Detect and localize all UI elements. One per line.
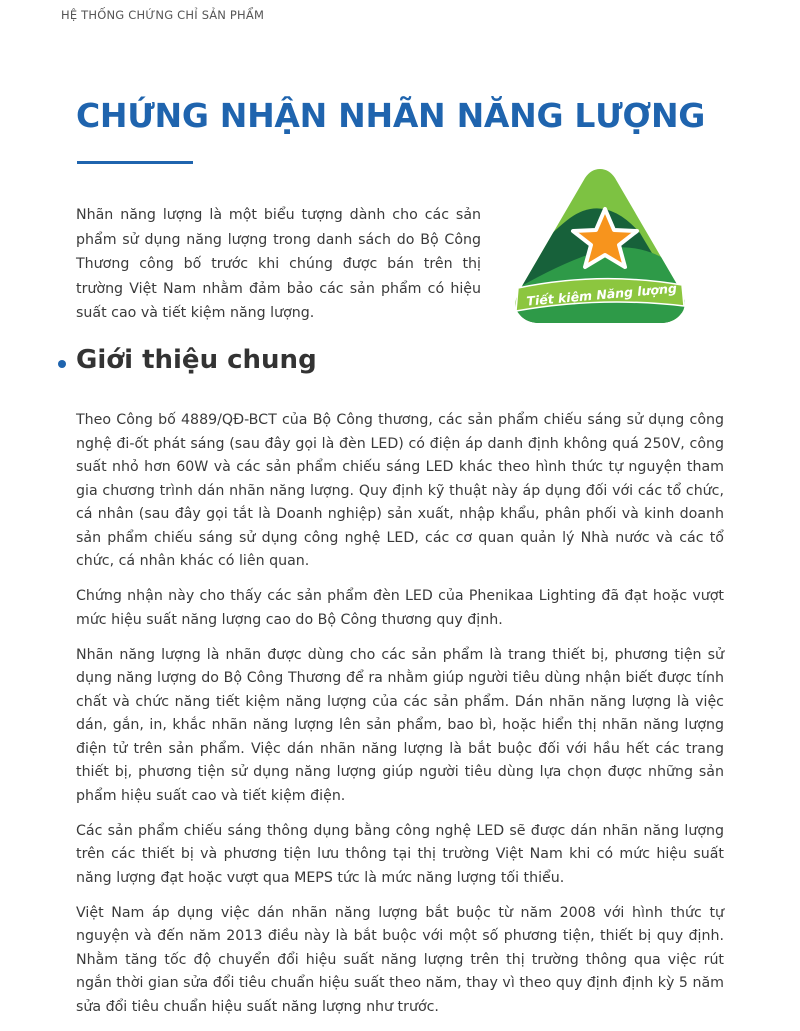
body-paragraph-1: Theo Công bố 4889/QĐ-BCT của Bộ Công thương, các sản phẩm chiếu sáng sử dụng công nghệ đi-ốt phát sáng (sau đây gọi là đèn LED) có điện áp danh định không quá 250V, công suất nhỏ hơn 60W và các sản phẩm chiếu sáng LED khác theo hình thức tự nguyện tham gia chương trình dán nhãn năng lượng. Quy định kỹ thuật này áp dụng đối với các tổ chức, cá nhân (sau đây gọi tắt là Doanh nghiệp) sản xuất, nhập khẩu, phân phối và kinh doanh sản phẩm chiếu sáng sử dụng công nghệ LED, các cơ quan quản lý Nhà nước và các tổ chức, cá nhân khác có liên quan. [76,412,724,569]
section-body [76,409,724,1031]
section-bullet [58,360,66,368]
energy-saving-star-icon [510,163,690,328]
energy-saving-label [510,163,690,328]
page-header: HỆ THỐNG CHỨNG CHỈ SẢN PHẨM [61,8,265,22]
body-paragraph-4: Các sản phẩm chiếu sáng thông dụng bằng công nghệ LED sẽ được dán nhãn năng lượng trên các thiết bị và phương tiện lưu thông tại thị trường Việt Nam khi có mức hiệu suất năng lượng đạt hoặc vượt qua MEPS tức là mức năng lượng tối thiểu. [76,822,724,886]
section-title: Giới thiệu chung [76,345,317,375]
body-paragraph-2: Chứng nhận này cho thấy các sản phẩm đèn LED của Phenikaa Lighting đã đạt hoặc vượt mức hiệu suất năng lượng cao do Bộ Công thương quy định. [76,588,724,628]
body-paragraph-3: Nhãn năng lượng là nhãn được dùng cho các sản phẩm là trang thiết bị, phương tiện sử dụng năng lượng do Bộ Công Thương để ra nhằm giúp người tiêu dùng nhận biết được tính chất và chức năng tiết kiệm năng lượng của các sản phẩm. Dán nhãn năng lượng là việc dán, gắn, in, khắc nhãn năng lượng lên sản phẩm, bao bì, hoặc hiển thị nhãn năng lượng điện tử trên sản phẩm. Việc dán nhãn năng lượng là bắt buộc đối với hầu hết các trang thiết bị, phương tiện sử dụng năng lượng giúp người tiêu dùng lựa chọn được những sản phẩm hiệu suất cao và tiết kiệm điện. [76,646,724,804]
intro-paragraph: Nhãn năng lượng là một biểu tượng dành cho các sản phẩm sử dụng năng lượng trong danh sách do Bộ Công Thương công bố trước khi chúng được bán trên thị trường Việt Nam nhằm đảm bảo các sản phẩm có hiệu suất cao và tiết kiệm năng lượng. [76,207,481,321]
title-underline [77,161,193,164]
badge-text: Tiết kiệm Năng lượng [525,280,678,309]
body-paragraph-5: Việt Nam áp dụng việc dán nhãn năng lượng bắt buộc từ năm 2008 với hình thức tự nguyện và đến năm 2013 điều này là bắt buộc với một số phương tiện, thiết bị quy định. Nhằm tăng tốc độ chuyển đổi hiệu suất năng lượng trên thị trường thông qua việc rút ngắn thời gian sửa đổi tiêu chuẩn hiệu suất theo năm, thay vì theo quy định định kỳ 5 năm sửa đổi tiêu chuẩn hiệu suất năng lượng như trước. [76,904,724,1015]
page-title: CHỨNG NHẬN NHÃN NĂNG LƯỢNG [76,96,706,135]
